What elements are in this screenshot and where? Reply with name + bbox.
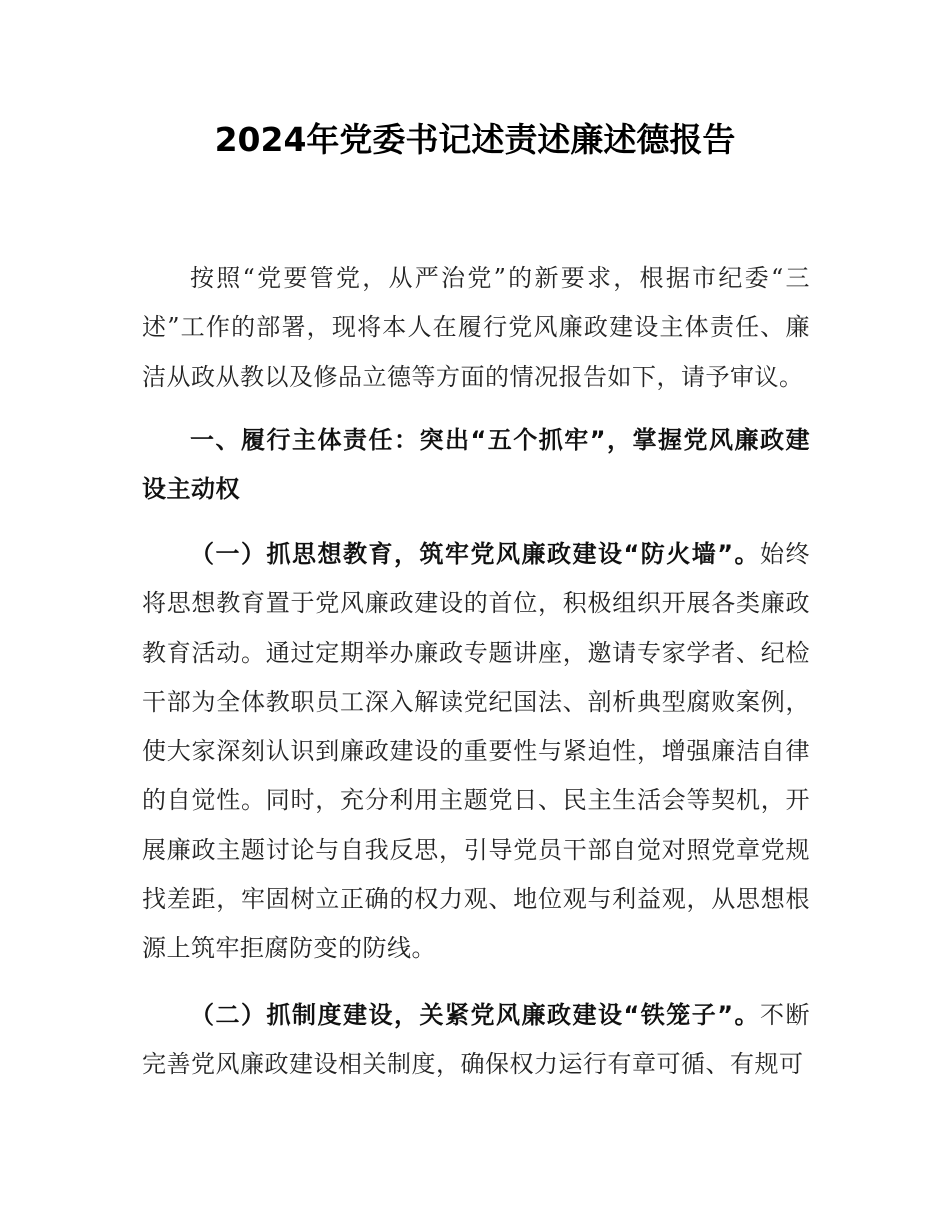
subsection-1-body: 始终将思想教育置于党风廉政建设的首位，积极组织开展各类廉政教育活动。通过定期举办廉政专题讲座，邀请专家学者、纪检干部为全体教职员工深入解读党纪国法、剖析典型腐败案例，使大家深刻认识到廉政建设的重要性与紧迫性，增强廉洁自律的自觉性。同时，充分利用主题党日、民主生活会等契机，开展廉政主题讨论与自我反思，引导党员干部自觉对照党章党规找差距，牢固树立正确的权力观、地位观与利益观，从思想根源上筑牢拒腐防变的防线。 <box>142 540 811 963</box>
intro-paragraph: 按照“党要管党，从严治党”的新要求，根据市纪委“三述”工作的部署，现将本人在履行党风廉政建设主体责任、廉洁从政从教以及修品立德等方面的情况报告如下，请予审议。 <box>142 264 810 391</box>
subsection-2-body: 不断完善党风廉政建设相关制度，确保权力运行有章可循、有规可 <box>142 1001 811 1079</box>
subsection-1-paragraph <box>142 530 810 974</box>
document-title: 2024年党委书记述责述廉述德报告 <box>214 120 736 159</box>
section-1-heading-block <box>142 416 810 515</box>
intro-paragraph-block <box>142 254 810 402</box>
section-1-heading: 一、履行主体责任：突出“五个抓牢”，掌握党风廉政建设主动权 <box>142 426 810 504</box>
subsection-1-block <box>142 530 810 974</box>
subsection-1-lead: （一）抓思想教育，筑牢党风廉政建设“防火墙”。 <box>190 540 761 568</box>
subsection-2-block <box>142 991 810 1090</box>
subsection-2-paragraph <box>142 991 810 1090</box>
subsection-2-lead: （二）抓制度建设，关紧党风廉政建设“铁笼子”。 <box>190 1001 761 1029</box>
